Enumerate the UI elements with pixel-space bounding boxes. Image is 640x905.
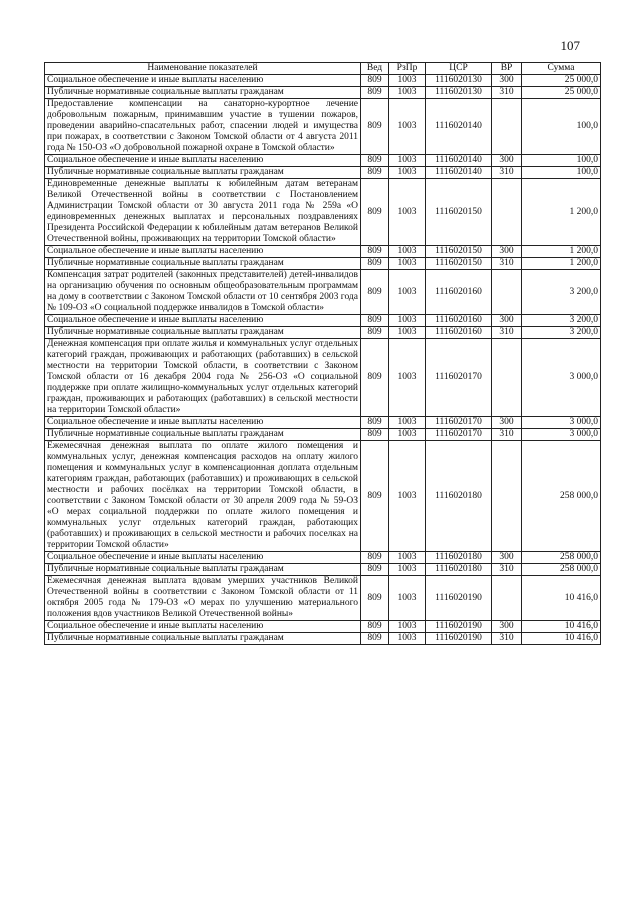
table-row [45,429,601,441]
cell-rzpr: 1003 [389,429,426,441]
cell-ved: 809 [361,246,389,258]
table-row [45,270,601,315]
cell-name: Социальное обеспечение и иные выплаты населению [45,621,361,633]
cell-sum: 258 000,0 [522,564,601,576]
cell-ved: 809 [361,87,389,99]
cell-ved: 809 [361,315,389,327]
cell-csr: 1116020190 [426,576,492,621]
cell-rzpr: 1003 [389,621,426,633]
cell-sum: 3 000,0 [522,339,601,417]
cell-csr: 1116020140 [426,155,492,167]
cell-rzpr: 1003 [389,155,426,167]
cell-csr: 1116020170 [426,339,492,417]
table-header-row [45,63,601,75]
table-row [45,155,601,167]
cell-vr [492,441,522,552]
cell-vr: 310 [492,327,522,339]
cell-name: Предоставление компенсации на санаторно-курортное лечение добровольным пожарным, принимавшим участие в тушении пожаров, проведении аварийно-спасательных работ, спасении людей и имущества при пожарах, в соответствии с Законом Томской области от 4 августа 2011 года № 150-ОЗ «О добровольной пожарной охране в Томской области» [45,99,361,155]
cell-csr: 1116020180 [426,552,492,564]
cell-rzpr: 1003 [389,167,426,179]
cell-ved: 809 [361,167,389,179]
cell-ved: 809 [361,179,389,246]
cell-sum: 258 000,0 [522,441,601,552]
cell-ved: 809 [361,621,389,633]
table-row [45,621,601,633]
cell-ved: 809 [361,99,389,155]
cell-ved: 809 [361,258,389,270]
cell-ved: 809 [361,417,389,429]
cell-name: Публичные нормативные социальные выплаты гражданам [45,633,361,645]
table-row [45,99,601,155]
cell-sum: 1 200,0 [522,179,601,246]
table-row [45,179,601,246]
cell-ved: 809 [361,564,389,576]
cell-rzpr: 1003 [389,633,426,645]
cell-sum: 10 416,0 [522,576,601,621]
cell-sum: 100,0 [522,155,601,167]
cell-name: Публичные нормативные социальные выплаты гражданам [45,167,361,179]
cell-vr: 310 [492,429,522,441]
cell-sum: 3 200,0 [522,315,601,327]
cell-sum: 3 200,0 [522,270,601,315]
cell-sum: 3 000,0 [522,429,601,441]
table-row [45,633,601,645]
cell-rzpr: 1003 [389,87,426,99]
cell-rzpr: 1003 [389,270,426,315]
cell-vr: 300 [492,417,522,429]
cell-rzpr: 1003 [389,576,426,621]
cell-name: Социальное обеспечение и иные выплаты населению [45,75,361,87]
cell-rzpr: 1003 [389,417,426,429]
table-row [45,339,601,417]
cell-csr: 1116020190 [426,621,492,633]
cell-vr: 310 [492,258,522,270]
table-row [45,315,601,327]
table-row [45,167,601,179]
table-row [45,87,601,99]
cell-rzpr: 1003 [389,339,426,417]
table-row [45,258,601,270]
table-row [45,75,601,87]
cell-csr: 1116020190 [426,633,492,645]
cell-rzpr: 1003 [389,179,426,246]
cell-sum: 10 416,0 [522,621,601,633]
cell-ved: 809 [361,270,389,315]
table-row [45,327,601,339]
cell-rzpr: 1003 [389,315,426,327]
cell-rzpr: 1003 [389,552,426,564]
cell-rzpr: 1003 [389,246,426,258]
cell-name: Компенсация затрат родителей (законных представителей) детей-инвалидов на организацию обучения по основным общеобразовательным программам на дому в соответствии с Законом Томской области от 10 сентября 2003 года № 109-ОЗ «О социальной поддержке инвалидов в Томской области» [45,270,361,315]
cell-name: Социальное обеспечение и иные выплаты населению [45,315,361,327]
cell-rzpr: 1003 [389,441,426,552]
header-sum: Сумма [522,63,601,75]
cell-rzpr: 1003 [389,99,426,155]
cell-csr: 1116020140 [426,99,492,155]
cell-sum: 100,0 [522,167,601,179]
header-csr: ЦСР [426,63,492,75]
header-rzpr: РзПр [389,63,426,75]
cell-csr: 1116020150 [426,258,492,270]
cell-csr: 1116020170 [426,429,492,441]
cell-sum: 25 000,0 [522,75,601,87]
cell-csr: 1116020160 [426,315,492,327]
cell-vr [492,270,522,315]
header-name: Наименование показателей [45,63,361,75]
cell-name: Социальное обеспечение и иные выплаты населению [45,246,361,258]
cell-csr: 1116020160 [426,327,492,339]
cell-name: Публичные нормативные социальные выплаты гражданам [45,564,361,576]
cell-sum: 25 000,0 [522,87,601,99]
table-row [45,417,601,429]
cell-vr: 310 [492,167,522,179]
cell-csr: 1116020130 [426,87,492,99]
cell-vr [492,99,522,155]
budget-table [44,62,601,645]
cell-name: Публичные нормативные социальные выплаты гражданам [45,327,361,339]
cell-vr: 300 [492,315,522,327]
cell-ved: 809 [361,552,389,564]
cell-vr [492,576,522,621]
cell-sum: 3 000,0 [522,417,601,429]
cell-sum: 1 200,0 [522,246,601,258]
header-vr: ВР [492,63,522,75]
cell-vr: 300 [492,621,522,633]
table-row [45,441,601,552]
cell-ved: 809 [361,633,389,645]
cell-rzpr: 1003 [389,258,426,270]
cell-ved: 809 [361,339,389,417]
cell-csr: 1116020150 [426,246,492,258]
cell-name: Публичные нормативные социальные выплаты гражданам [45,87,361,99]
cell-vr: 310 [492,564,522,576]
cell-csr: 1116020150 [426,179,492,246]
table-row [45,246,601,258]
cell-ved: 809 [361,429,389,441]
cell-rzpr: 1003 [389,327,426,339]
cell-name: Единовременные денежные выплаты к юбилейным датам ветеранам Великой Отечественной войны в соответствии с Постановлением Администрации Томской области от 30 августа 2011 года № 259а «О единовременных денежных выплатах и персональных поздравлениях Президента Российской Федерации к юбилейным датам ветеранов Великой Отечественной войны, проживающих на территории Томской области» [45,179,361,246]
cell-vr [492,179,522,246]
cell-sum: 10 416,0 [522,633,601,645]
header-ved: Вед [361,63,389,75]
cell-name: Социальное обеспечение и иные выплаты населению [45,552,361,564]
cell-name: Социальное обеспечение и иные выплаты населению [45,417,361,429]
cell-ved: 809 [361,441,389,552]
cell-vr: 300 [492,246,522,258]
cell-vr: 300 [492,155,522,167]
cell-vr: 300 [492,75,522,87]
cell-ved: 809 [361,155,389,167]
cell-ved: 809 [361,75,389,87]
cell-ved: 809 [361,327,389,339]
cell-name: Публичные нормативные социальные выплаты гражданам [45,429,361,441]
cell-vr: 310 [492,87,522,99]
cell-vr: 300 [492,552,522,564]
cell-vr: 310 [492,633,522,645]
cell-rzpr: 1003 [389,75,426,87]
cell-name: Публичные нормативные социальные выплаты гражданам [45,258,361,270]
cell-csr: 1116020170 [426,417,492,429]
cell-ved: 809 [361,576,389,621]
cell-sum: 3 200,0 [522,327,601,339]
cell-csr: 1116020180 [426,564,492,576]
cell-name: Денежная компенсация при оплате жилья и коммунальных услуг отдельных категорий граждан, проживающих и работающих (работавших) в сельской местности на территории Томской области, в соответствии с Законом Томской области от 16 декабря 2004 года № 256-ОЗ «О социальной поддержке при оплате жилищно-коммунальных услуг отдельных категорий граждан, проживающих и работающих (работавших) в сельской местности на территории Томской области» [45,339,361,417]
cell-sum: 1 200,0 [522,258,601,270]
cell-csr: 1116020130 [426,75,492,87]
cell-vr [492,339,522,417]
cell-csr: 1116020180 [426,441,492,552]
cell-rzpr: 1003 [389,564,426,576]
cell-name: Социальное обеспечение и иные выплаты населению [45,155,361,167]
cell-name: Ежемесячная денежная выплата вдовам умерших участников Великой Отечественной войны в соответствии с Законом Томской области от 11 октября 2005 года № 179-ОЗ «О мерах по улучшению материального положения вдов участников Великой Отечественной войны» [45,576,361,621]
table-row [45,552,601,564]
cell-sum: 258 000,0 [522,552,601,564]
page-number: 107 [560,38,580,53]
cell-csr: 1116020140 [426,167,492,179]
cell-csr: 1116020160 [426,270,492,315]
cell-name: Ежемесячная денежная выплата по оплате жилого помещения и коммунальных услуг, денежная компенсация расходов на оплату жилого помещения и коммунальных услуг в компенсационная доплата отдельным категориям граждан, работающих (работавших) и проживающих в сельской местности и рабочих посёлках на территории Томской области, в соответствии с Законом Томской области от 30 апреля 2009 года № 59-ОЗ «О мерах социальной поддержки по оплате жилого помещения и коммунальных услуг отдельных категорий граждан, работающих (работавших) и проживающих в сельской местности и рабочих поселках на территории Томской области» [45,441,361,552]
table-row [45,564,601,576]
table-row [45,576,601,621]
cell-sum: 100,0 [522,99,601,155]
